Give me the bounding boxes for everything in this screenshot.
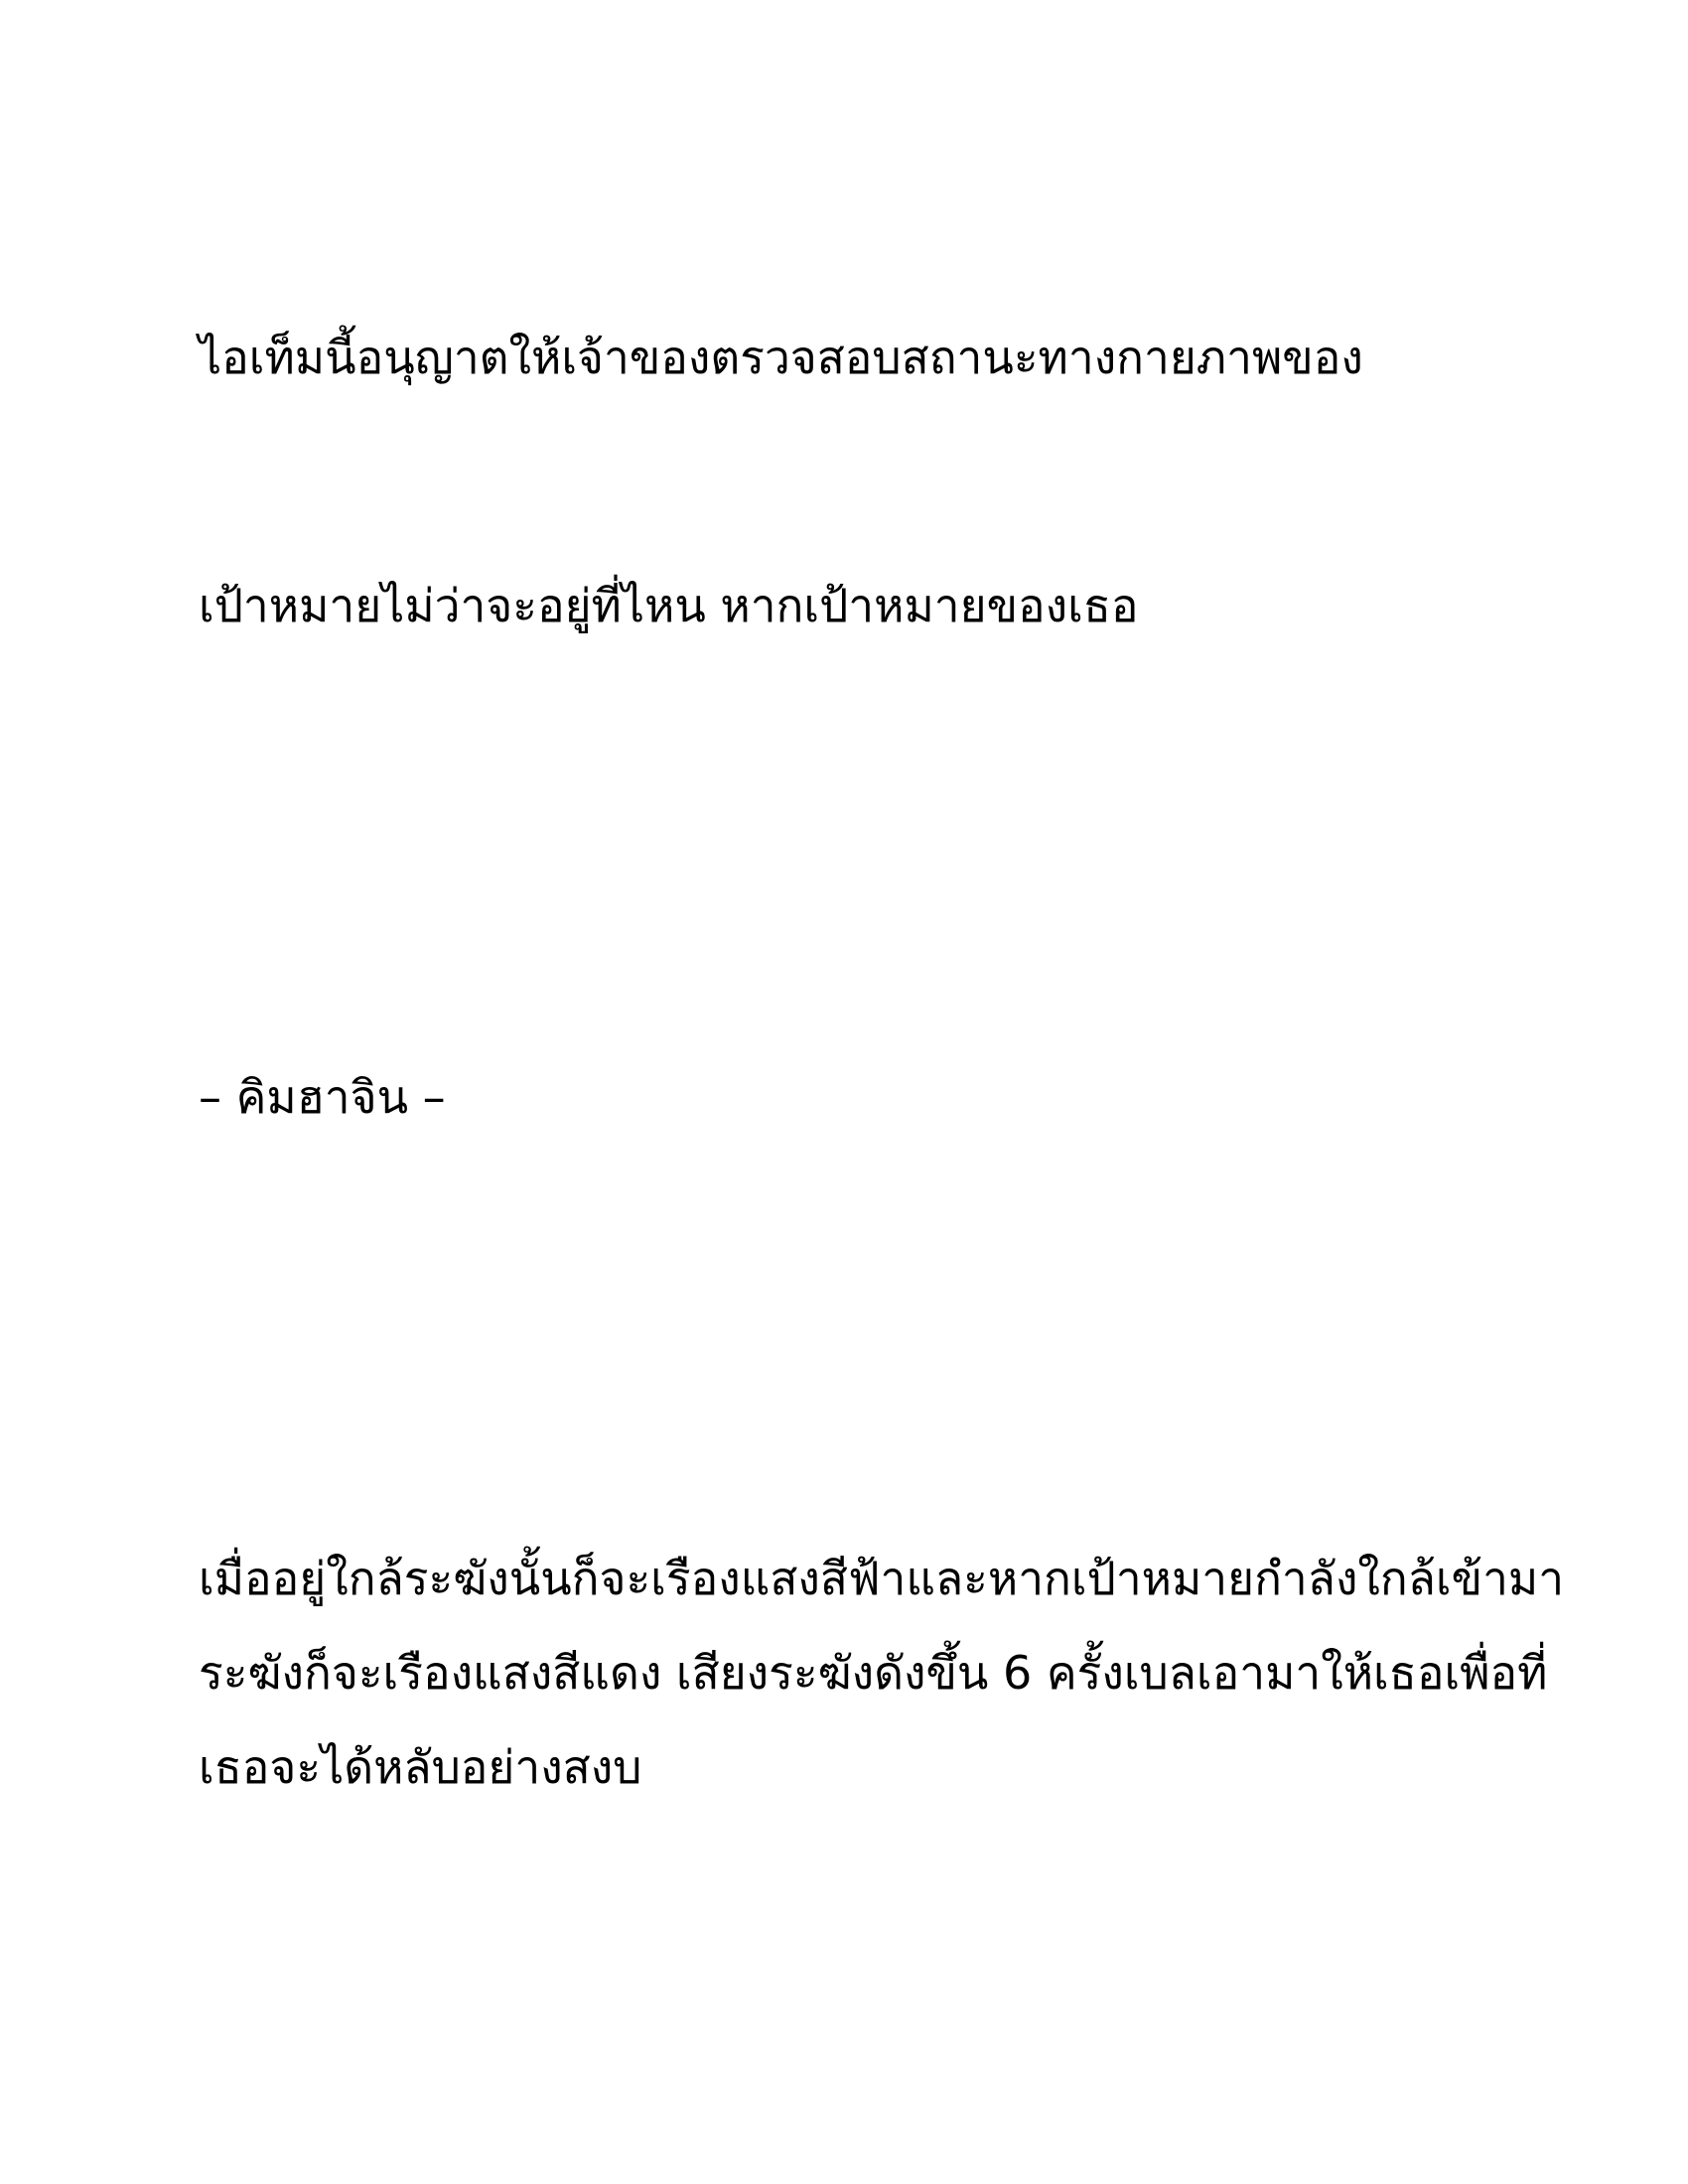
paragraph-2-line-3: เธอจะได้หลับอย่างสงบ [199, 1740, 642, 1794]
paragraph-2-line-1: เมื่ออยู่ใกล้ระฆังนั้นก็จะเรืองแสงสีฟ้าและหากเป้าหมายกำลังใกล้เข้ามา [199, 1552, 1565, 1605]
attribution: – คิมฮาจิน – [199, 1070, 446, 1124]
paragraph-2-line-2: ระฆังก็จะเรืองแสงสีแดง เสียงระฆังดังขึ้น 6 ครั้งเบลเอามาให้เธอเพื่อที่ [199, 1646, 1548, 1700]
paragraph-1-line-1: ไอเท็มนี้อนุญาตให้เจ้าของตรวจสอบสถานะทางกายภาพของ [199, 331, 1363, 384]
paragraph-1-line-2: เป้าหมายไม่ว่าจะอยู่ที่ไหน หากเป้าหมายของเธอ [199, 579, 1139, 632]
